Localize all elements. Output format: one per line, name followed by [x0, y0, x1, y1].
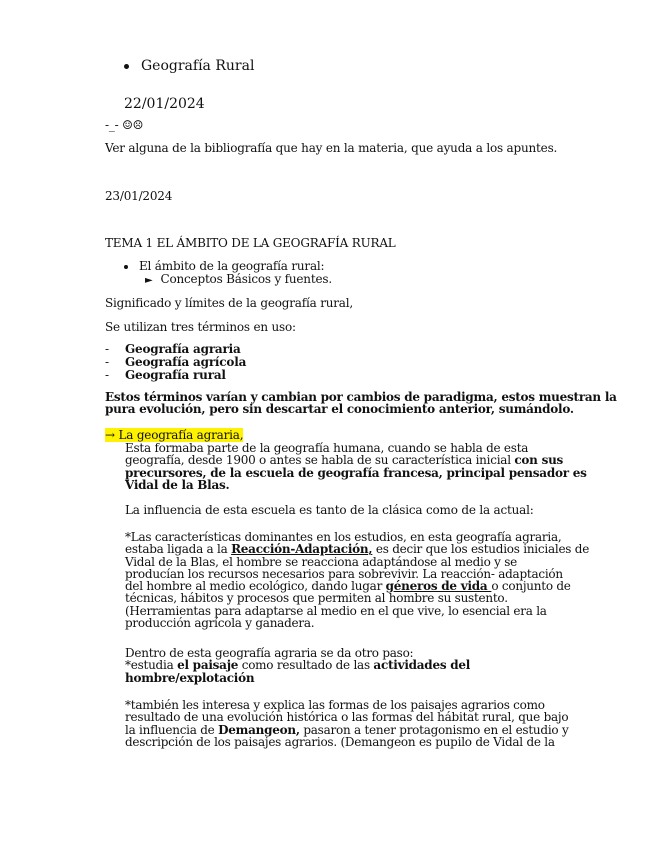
triangle-arrow-icon: ►: [145, 275, 153, 286]
right-arrow-icon: →: [105, 428, 119, 442]
agraria-heading: [105, 428, 243, 442]
sub-bullet: [124, 259, 324, 273]
term-text: Geografía agraria: [125, 342, 241, 356]
bullet-text: Geografía Rural: [141, 58, 255, 74]
date-line: 23/01/2024: [105, 189, 173, 203]
term-list-item: [105, 368, 226, 382]
bullet-dot-icon: [124, 64, 129, 69]
agraria-paragraph: Esta formaba parte de la geografía humana, cuando se habla de esta geografía, desde 1900 o antes se habla de su característica inicial con sus precursores, de la escuela de geografía francesa, principal pensador es Vidal de la Blas.: [125, 441, 587, 492]
agraria-heading-text: La geografía agraria,: [118, 428, 244, 442]
dentro-paragraph: Dentro de esta geografía agraria se da otro paso: *estudia el paisaje como resultado de las actividades del hombre/explotación: [125, 646, 471, 685]
note-line: Ver alguna de la bibliografía que hay en la materia, que ayuda a los apuntes.: [105, 141, 558, 155]
date-heading: 22/01/2024: [124, 96, 205, 112]
bold-paragraph: [105, 391, 617, 416]
bullet-dot-icon: [124, 265, 128, 269]
bold-paragraph-line: Estos términos varían y cambian por cambios de paradigma, estos muestran la: [105, 390, 617, 404]
term-list-item: [105, 355, 246, 369]
caracteristicas-paragraph: *Las características dominantes en los estudios, en esta geografía agraria, estaba ligada a la Reacción-Adaptación, es decir que los estudios iniciales de Vidal de la Blas, el hombre se reacciona adaptándose al medio y se producían los recursos necesarios para sobrevivir. La reacción- adaptación del hombre al medio ecológico, dando lugar géneros de vida o conjunto de técnicas, hábitos y procesos que permiten al hombre su sustento. (Herramientas para adaptarse al medio en el que vive, lo esencial era la producción agrícola y ganadera.: [125, 530, 590, 631]
term-list-item: [105, 342, 241, 356]
tambien-paragraph: *también les interesa y explica las formas de los paisajes agrarios como resultado de una evolución histórica o las formas del hábitat rural, que bajo la influencia de Demangeon, pasaron a tener protagonismo en el estudio y descripción de los paisajes agrarios. (Demangeon es pupilo de Vidal de la: [125, 698, 569, 749]
dash-icon: -: [105, 342, 109, 356]
influencia-line: La influencia de esta escuela es tanto de la clásica como de la actual:: [125, 503, 534, 517]
sub-bullet-text: El ámbito de la geografía rural:: [139, 259, 325, 273]
arrow-item: [145, 272, 332, 286]
significado-line: Significado y límites de la geografía rural,: [105, 296, 354, 310]
arrow-item-text: Conceptos Básicos y fuentes.: [160, 272, 332, 286]
bullet-item-geografia-rural: [124, 58, 254, 74]
term-text: Geografía agrícola: [125, 355, 247, 369]
se-utilizan-line: Se utilizan tres términos en uso:: [105, 320, 296, 334]
bold-paragraph-line: pura evolución, pero sin descartar el conocimiento anterior, sumándolo.: [105, 402, 574, 417]
dash-icon: -: [105, 355, 109, 369]
term-text: Geografía rural: [125, 368, 226, 382]
emoticons-line: -_- ☺☹: [105, 118, 144, 132]
dash-icon: -: [105, 368, 109, 382]
tema-title: TEMA 1 EL ÁMBITO DE LA GEOGRAFÍA RURAL: [105, 236, 396, 250]
